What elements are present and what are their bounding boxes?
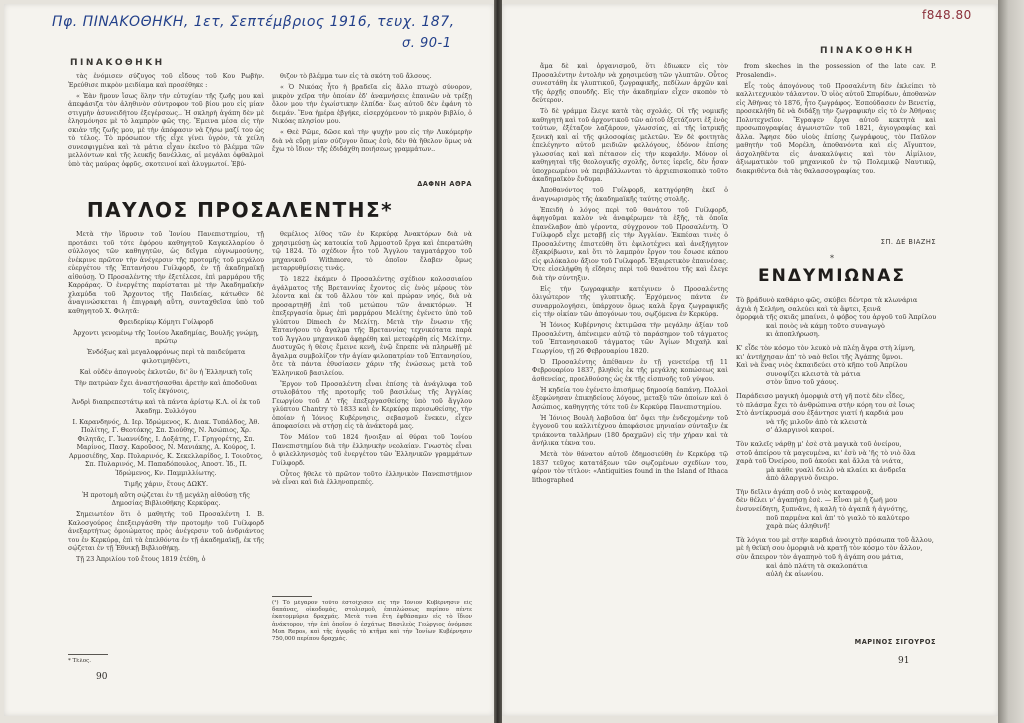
left-page [4, 4, 494, 716]
right-signature-box [736, 238, 936, 250]
paragraph: Ἐπειδὴ ὁ λόγος περὶ τοῦ θανάτου τοῦ Γυίλφορδ, ἀφηγοῦμαι καλὸν νὰ ἀναφέρωμεν τὰ ἑξῆς, τὰ ὁποῖα ἐπανέλαβον ἀπὸ γέροντα, σύγχρονον τοῦ Προσαλέντη. Ὁ Γυίλφορδ εἶχε μεταβῇ εἰς τὴν Ἀγγλίαν. Ἐκπέσαι τινὲς ὁ Προσαλέντης ἐπιστεύθη ὅτι ἐφιλοτέχνει καὶ ἀνεξήγητον ἐξακρίβωσιν, καὶ ὅτι τὸ λαμπρὸν ἔργον του ἔσωσε κάπου εἰς φιλόκαλον ἄξιον τοῦ Γυίλφορδ. Ἐξαιρετικὸν ἐπαινέσας. Ὅτε εἰσελήφθη ἡ εἴδησις περὶ τοῦ θανάτου τῆς καὶ ἔλεγε διὰ τὴν σύντηξιν. [532, 205, 728, 282]
poem-line: Παράδεισο μαγικὴ ὀμορφιὰ στὴ γῆ ποτὲ δὲν εἶδες, [736, 391, 905, 400]
poem-line: σὺν ἄπειρον τὸν ἀγαπηνὸ τοῦ ἡ ἀγάπη σου μάτια, [736, 553, 904, 562]
intro-signature: ΔΑΦΝΗ ΑΘΡΑ [417, 180, 472, 188]
paragraph: Ι. Καρανδηνός, Δ. Ιερ. Ἰδρώμενος, Κ. Διακ. Τυπάλδος, Ἀθ. Πολίτης, Γ. Θεοτόκης, Σπ. Σιούθης, Ν. Ἀσώπιος, Χρ. Φιλητᾶς, Γ. Ἰωαννίδης, Ι. Δοξάτης, Γ. Γρηγορέτης, Σπ. Μαρίνος, Πασχ. Καροῦσος, Ν. Μανιάκης, Α. Κούρος, Ι. Αρμοσιέδης, Χαρ. Πυλαρινός, Κ. Σεκελλαρίδος, Ι. Τοιοῦτος, Σπ. Πυλαρινός, Μ. Παπαδόπουλος, Αποστ. Ἰδ., Π. Ἰδρώμενος, Κν. Παμμιλλίωτης. [69, 417, 263, 477]
poem-stanza [736, 536, 946, 579]
poem-line: Τὰ λόγια του μὲ στὴν καρδιά ἀνοιχτὸ πρόσωπα τοῦ ἄλλου, [736, 535, 934, 544]
poem-line: καὶ ποιὸς νὰ κάμῃ τοῦτο συναγωγὸ [766, 321, 885, 330]
paragraph: Μετὰ τὴν ἵδρυσιν τοῦ Ἰονίου Πανεπιστημίου, τῇ προτάσει τοῦ τότε ἐφόρου καθηγητοῦ Καγκελλαρίου ὁ σύλλογος τῶν καθηγητῶν, ὡς δεῖγμα εὐγνωμοσύνης, ἐνέκρινε πρῶτον τὴν ἀνέγερσιν τῆς προτομῆς τοῦ μεγάλου εὐεργέτου τῆς Ἑπτανήσου Γυίλφορδ, ἐν τῇ ἀκαδημαϊκῇ αἰθούσῃ. Ὁ Προσαλέντης τὴν ἐξετέλεσε, ἐπὶ μαρμάρου τῆς Καρράρας. Ὁ ἐνεργέτης παρίσταται μὲ τὴν Ἀκαδημαϊκὴν χλαμύδα τοῦ Ἄρχοντος τῆς Παιδείας, κάτωθεν δὲ ἀναγινώσκεται ἡ ἐπιγραφὴ αὕτη, συνταχθεῖσα ὑπὸ τοῦ καθηγητοῦ Χ. Φιλητᾶ: [68, 230, 264, 315]
poem-title: ΕΝΔΥΜΙΩΝΑΣ [758, 266, 906, 286]
poem-signature: ΜΑΡΙΝΟΣ ΣΙΓΟΥΡΟΣ [854, 638, 936, 646]
handwritten-citation: Πφ. ΠΙΝΑΚΟΘΗΚΗ, 1ετ, Σεπτέμβριος 1916, τευχ. 187, [52, 14, 455, 30]
poem-line: ἀπὸ ἀλαργινὸ ὄνειρο. [766, 474, 839, 483]
right-column-2-intro [736, 62, 936, 232]
poem-line: στὸν ὕπνο τοῦ χάους. [766, 378, 839, 387]
right-page [502, 4, 998, 716]
poem-signature-box [736, 638, 936, 650]
article-column-2 [272, 230, 472, 592]
poem-line: νὰ τῆς μιλοῦν ἀπὸ τὰ κλειστὰ [766, 417, 868, 426]
poem-line: χαρὰ τοῦ Ὀνείρου, ποῦ ἀκούει καὶ ἄλλα τὰ νιάτα, [736, 457, 904, 466]
running-head-left: ΠΙΝΑΚΟΘΗΚΗ [70, 58, 165, 68]
page-number-left: 90 [96, 672, 108, 682]
book-edge [998, 0, 1024, 723]
right-column-1 [532, 62, 728, 662]
book-spine [494, 0, 502, 723]
paragraph: θιζον τὸ βλέμμα των εἰς τὰ σκότη τοῦ ἄλσους. [280, 72, 432, 80]
paragraph: Ἐνδόξως καὶ μεγαλοφρόνως περὶ τὰ παιδεύματα φιλοτιμηθέντι, [86, 348, 246, 365]
poem-stanza [736, 296, 946, 339]
paragraph: « Θεὲ Ρῶμε, δῶσε καὶ τὴν ψυχὴν μου εἰς τὴν Λυκόμερὴν διὰ νὰ εὕρῃ μίαν σύζυγον ὅπως ἐσὺ, δὲν θὰ ἤθελον ὅμως νὰ ἔχω τὸ ἴδιον· τῆς ἐδιδάχθη ποιήσεως γραμμάτων.. [272, 128, 472, 153]
right-intro-signature: ΣΠ. ΔΕ ΒΙΑΖΗΣ [880, 238, 936, 246]
footnote-rule-2 [272, 596, 312, 597]
paragraph: Εἰς τὴν ζωγραφικὴν κατέγινεν ὁ Προσαλέντης ὀλιγώτερον τῆς γλυπτικῆς. Ἐρχόμενος πάντα ἐν συναρμολογήσει, ὑπάρχουν ὅμως καλὰ ἔργα ζωγραφικῆς εἰς τὴν οἰκίαν τῶν ἀπογόνων του, σῳζόμενα ἐν Κερκύρᾳ. [532, 284, 728, 318]
footnote-rule [68, 654, 108, 655]
poem-line: χαρὰ πὼς ἀληθινῆ! [766, 522, 831, 531]
intro-signature-box [272, 180, 472, 192]
poem-line: ἀχιὰ ἡ Σελήνη, σαλεύει καὶ τὰ ἄφτει, ξεινᾶ [736, 304, 882, 313]
poem-line: κι ἀποπλήρωση. [766, 330, 820, 339]
paragraph: Ἀνδρὶ διαπρεπεστάτῳ καὶ τὰ πάντα ἀρίστῳ Κ.Λ. οἱ ἐκ τοῦ Ἀκαδημ. Συλλόγου [71, 398, 261, 415]
poem-line: μὲ ἡ θεϊκή σου ὀμορφιὰ νὰ κρατῇ τὸν κόσμο τὸν ἄλλον, [736, 544, 923, 553]
poem-body [736, 296, 946, 636]
footnote-2: (¹) Τὸ μέγαρον τοῦτο ἐστοίχισεν εἰς τὴν Ἰόνιον Κυβέρνησιν εἰς δαπάνας, οἰκοδομάς, στολισμοῦ, ἐπιπλώσεως περίπου πέντε ἑκατομμύρια δραχμάς. Μετὰ τινα ἔτη ἐφθάσαμεν εἰς τὸ ἴδιον ἀνάκτορον, τὴν ἐπὶ ὁποῖον ὁ ἐσχάτως Βασιλεὺς Γεώργιος ὀνόμασε Mon Repos, καὶ τῆς ἀγορᾶς τὸ κτῆμα καὶ τὴν Ἰονίων Κυβέρνησιν 750,000 περίπου δραχμάς. [272, 600, 472, 643]
intro-column-1 [68, 72, 264, 194]
intro-column-2 [272, 72, 472, 178]
poem-line: τὸ πλάσμα ἔχει τὸ ἀνθρώπινα στὴν κόρη του σὲ ἴσως [736, 400, 915, 409]
poem-line: Τὸ βράδυνὸ καθάριο φῶς, σκύβει δέντρα τὰ κλωνάρια [736, 296, 918, 304]
paragraph: Τὸν Μάϊον τοῦ 1824 ἤνοιξαν αἱ θύραι τοῦ Ἰονίου Πανεπιστημίου διὰ τὴν ἑλληνικὴν νεολαίαν. Γνωστὸς εἶναι ὁ φιλελληνισμὸς τοῦ ἐνεργέτου τῶν Ἑλληνικῶν γραμμάτων Γυίλφορδ. [272, 433, 472, 467]
poem-line: Στὸ ἀντίκρυσμά σου ἐξάντησε γιατί ἡ καρδιά μου [736, 409, 904, 418]
poem-stanza [736, 392, 946, 435]
poem-line: σ' ἀλαργινοὶ καιροί. [766, 426, 835, 435]
paragraph: Τὸ 1822 ἐκάμεν ὁ Προσαλέντης σχέδιον κολοσσιαίου ἀγάλματος τῆς Βρεταννίας ἔχοντος εἰς ἐνὸς μέρους τὸν λέοντα καὶ ἐκ τοῦ ἄλλου τὸν καὶ πρώραν νηός, διὰ νὰ προσαρτηθῇ ἐπὶ τοῦ μετώπου τῶν ἀνακτόρων. Ἡ ἐπεξεργασία ὅμως ἐπὶ μαρμάρου Μελίτης ἐγένετο ὑπὸ τοῦ γλύπτου Dimech ἐν Μελίτῃ. Μετὰ τὴν ἔνωσιν τῆς Ἑπτανήσου τὸ ἄγαλμα τῆς Βρεταννίας τεχνικότατα παρὰ τοῦ Ἄγγλου μηχανικοῦ ἀφῃρέθη καὶ μετεφέρθη εἰς Μελίτην. Δυστυχῶς ἡ θέσις ἔμεινε κενὴ, ἐνῷ ἔπρεπε νὰ πληρωθῇ μὲ ἄγαλμα συμβολίζον τὴν ἀγίαν φιλοπατρίαν τοῦ Ἑπτανησίου, ὅτε τὰ πάντα ἐθυσίασεν χάριν τῆς ἑνώσεως μετὰ τοῦ Ἑλληνικοῦ βασιλείου. [272, 275, 472, 377]
paragraph: ἅμα δὲ καὶ ὀργανισμοῦ, ὅτι ἐδιωκεν εἰς τὸν Προσαλέντην ἐντολὴν νὰ χρησιμεύσῃ τῶν γλυπτῶν. Οὗτος συνεστάθη ἐκ γλυπτικοῦ, ζωγραφικῆς, πεδίλων ἀρχῶν καὶ τῆς ἀρχῆς σπουδῆς. Εἰς τὴν ἀκαδημίαν εἶχεν σκοπὸν τὸ δεύτερον. [532, 62, 728, 104]
running-head-right: ΠΙΝΑΚΟΘΗΚΗ [820, 46, 915, 56]
page-number-right: 91 [898, 656, 910, 666]
poem-line: κι' ἀντήχησαν ἀπ' τὸ ναὸ θεῖοι τῆς Ἀγάπης ὕμνοι. [736, 352, 903, 361]
poem-line: ποῦ παρμένα καὶ ἀπ' τὸ γιαλὸ τὸ καλύτερο [766, 513, 910, 522]
footnote-1: * Τέλος. [68, 658, 92, 664]
poem-stanza [736, 488, 946, 531]
poem-line: Τὸν καλεῖς νάρθῃ μ' ἐσὲ στὰ μαγικὰ τοῦ ὀνείρου, [736, 439, 902, 448]
paragraph: Ἀρχοντι γενομένῳ τῆς Ἰονίου Ἀκαδημίας, Βουλῆς γνώμῃ, πρώτῳ [73, 328, 259, 345]
paragraph: τὰς ἐνόμισεν σύζυγος τοῦ εἴδους τοῦ Κου Ρωβὴν. Ἐρεύθισε πικρὸν μειδίαμα καὶ προσέθηκε : [68, 72, 264, 89]
poem-stanza [736, 440, 946, 483]
poem-line: ὀμορφιὰ τῆς σκιᾶς μπαίνει, ὁ φόβος του ἀργοῦ τοῦ Ἀπρίλου [736, 313, 937, 322]
poem-line: συνοψίζει κλειστὰ τὰ μάτια [766, 369, 861, 378]
paragraph: Ἡ προτομὴ αὕτη σῴζεται ἐν τῇ μεγάλῃ αἰθούσῃ τῆς Δημοσίας Βιβλιοθήκης Κερκύρας. [82, 490, 250, 507]
footnote-box-1 [68, 658, 264, 668]
paragraph: θεμέλιος λίθος τῶν ἐν Κερκύρᾳ Ἀνακτόρων διὰ νὰ χρησιμεύσῃ ὡς κατοικία τοῦ Ἀρμοστοῦ ἔργα καὶ ἐπερατώθη τῷ 1824. Τὸ σχέδιον ἦτο τοῦ Ἄγγλου ταγματάρχου τοῦ μηχανικοῦ Withmore, τὸ ὁποῖον ἔλαβεν ὅμως μεταρρυθμίσεις τινάς. [272, 230, 472, 272]
paragraph: Ἡ κηδεία του ἐγένετο ἐπισήμως δημοσίᾳ δαπάνῃ. Πολλοὶ ἐξεφώνησαν ἐπικηδείους λόγους, μεταξὺ τῶν ὁποίων καὶ ὁ Ἀσώπιος, καθηγητὴς τότε τοῦ ἐν Κερκύρᾳ Πανεπιστημίου. [532, 385, 728, 411]
poem-line: ἐνσυνείδητη, ξυπνᾶνε, ἡ καλὴ τὸ ἀγαπᾶ ἡ ἁγνότης, [736, 505, 908, 514]
poem-line: αὐλὴ ἐκ αἰωνίου. [766, 570, 824, 579]
poem-line: καὶ ἀπὸ πλάτη τὰ σκαλοπάτια [766, 561, 868, 570]
handwritten-catalogue-number: f848.80 [922, 8, 972, 22]
poem-line: Τὴν δεῖλιν ἀγάπη σοῦ ὁ νιὸς καταφρονᾷ, [736, 487, 874, 496]
footnote-box-2 [272, 600, 472, 656]
paragraph: Τὸ δὲ γράμμα ἔλεγε κατὰ τὰς σχολάς. Οἱ τῆς νομικῆς καθηγητὴ καὶ τοῦ ἀρχοντικοῦ τῶν αὐτοῦ ἐξετάζοντι ἐξ ἑνὸς τούτων, ἐξέταζον λαζάρουν, γλωσσίας, αἱ τῆς ἱατρικῆς ξενικὴ καὶ αἱ τῆς φιλοσοφίας μελετῶν. Ἐν δὲ φοιτητὰς ἐπελέγηντο αὐτοῦ μειδιῶν φελλόγους, ἐδόνον ἐπίσης γλωσσίας καὶ καὶ πέτασον εἰς τὴν κεφαλήν. Μόνον οἱ καθηγηταὶ τῆς θεολογικῆς σχολῆς, ὄντες ἱερεῖς, δὲν ἦσαν ὑποχρεωμένοι νὰ περιβάλλωνται τὸ ἀρχιεπισκοπικὸ τοῦτο ἀκαδημαϊκὸν ἔνδυμα. [532, 107, 728, 183]
poem-stanza [736, 344, 946, 387]
paragraph: Ἡ Ἰόνιος Κυβέρνησις ἐκτιμῶσα τὴν μεγάλην ἀξίαν τοῦ Προσαλέντη, ἀπένειμεν αὐτῷ τὸ παράσημον τοῦ τάγματος τοῦ Ἑπτανησιακοῦ τάγματος τῶν Ἁγίων Μιχαὴλ καὶ Γεωργίου, τῇ 26 Φεβρουαρίου 1820. [532, 321, 728, 355]
paragraph: Οὗτος ἤθελε τὸ πρῶτον τοῦτο ἑλληνικὸν Πανεπιστήμιον νὰ εἶναι καὶ διὰ ἑλληνοπρεπές. [272, 469, 472, 486]
paragraph: Καὶ οὐδὲν ἀπογνοὺς ἐκλυτῶν, δι' ὃν ἡ Ἑλληνικὴ τοῖς [79, 367, 253, 376]
paragraph: Φρειδερίκῳ Κόμητι Γυίλφορδ [118, 317, 214, 326]
handwritten-pages: σ. 90-1 [402, 36, 452, 51]
paragraph: Τὴν πατρώαν ἔχει ἀναστήσασθαι ἀρετὴν καὶ ἀποδοῦναι τοῖς ἐκγόνοις, [74, 378, 258, 395]
paragraph: Τῇ 23 Ἀπριλίου τοῦ ἔτους 1819 ἐτέθη, ὁ [76, 555, 206, 563]
paragraph: « Ἐὰν ἤμουν ἴσως ὅλην τὴν εὐτυχίαν τῆς ζωῆς μου καὶ ἀπεφάσιζα τὸν ἀληθινὸν σύντροφον τοῦ βίου μου εἰς μίαν στιγμὴν ἀσυνειδήτου ἐξεγέρσεως.. Ἡ σκληρὴ ἀγάπη δὲν μὲ ἐλησμόνησε μὲ τὸ λαμπρὸν φῶς της. Ἔμεινα μέσα εἰς τὴν σκιὰν τῆς ζωῆς μου, μὲ τὴν ἀπόφασιν νὰ ζήσω μαζί του ὡς τὸ τέλος. Τὸ πρόσωπον τῆς εἶχε γίνει ὑγρὸν, τὰ χείλη συνεσφιγμένα καὶ τὰ μάτια εἶχαν ἐκεῖνο τὸ βλέμμα τῶν μελλόντων καὶ τῆς λευκῆς δανέλλας, αἱ μεγάλαι ὀφθαλμοὶ ὑπὸ τὰς μαύρας ὀφρῦς, σκοτεινοί καὶ ἀλυγμωτοί. Ἐβύ- [68, 91, 264, 168]
paragraph: Ἔργον τοῦ Προσαλέντη εἶναι ἐπίσης τὰ ἀνάγλυφα τοῦ στυλοβάτου τῆς προτομῆς τοῦ βασιλέως τῆς Ἀγγλίας Γεωργίου τοῦ Δ' τῆς ἐπεξεργασθείσης ὑπὸ τοῦ ἄγγλου γλύπτου Chantry τὸ 1833 καὶ ἐν Κερκύρᾳ περισωθείσης, τὴν ὁποίαν ἡ Ἰόνιος Κυβέρνησις, σεβασμοῦ ἕνεκεν, εἶχεν ἀποφασίσει νὰ στήσῃ εἰς τὰ ἀνάκτορά μας. [272, 379, 472, 430]
article-column-1 [68, 230, 264, 650]
paragraph: Ὁ Προσαλέντης ἀπέθανεν ἐν τῇ γενετείρᾳ τῇ 11 Φεβρουαρίου 1837, βληθεὶς ἐκ τῆς μεγάλης κοπώσεως καὶ ἀσθενείας, προελθούσης ὡς ἐκ τῆς εἰσπνοῆς τοῦ γύψου. [532, 357, 728, 383]
article-title: ΠΑΥΛΟΣ ΠΡΟΣΑΛΕΝΤΗΣ* [86, 198, 394, 222]
paragraph: Ἡ Ἰόνιος Βουλὴ λαβοῦσα ὑπ' ὄψει τὴν ἐνδεχομένην τοῦ ἐγγονοῦ του καλλιτέχνου ἀπεφάσισε μηνιαίαν σύνταξιν ἐκ τριάκοντα ταλλήρων (180 δραχμῶν) εἰς τὴν χήραν καὶ τὰ ἀνήλικα τέκνα του. [532, 413, 728, 447]
paragraph: Ἀποθανόντος τοῦ Γυίλφορδ, κατηγόρηθη ἐκεῖ ὁ ἀναγνωρισμὸς τῆς ἀκαδημαϊκῆς ταύτης στολῆς. [532, 186, 728, 203]
asterism: * [830, 254, 834, 263]
paragraph: Μετὰ τὸν θάνατον αὐτοῦ ἐδημοσιεύθη ἐν Κερκύρᾳ τῷ 1837 τεῦχος κατατάξεων τῶν σῳζομένων σχεδίων του, φέρον τὸν τίτλον: «Antiquities found in the Island of Ithaca lithographed [532, 450, 728, 484]
poem-line: Καὶ νὰ ἕνας νιὸς ἐκπαιδεύει στὸ κῆπο τοῦ Ἀπρίλου [736, 361, 908, 370]
paragraph: Εἶς τοὺς ἀπογόνους τοῦ Προσαλέντη δὲν ἐκλείπει τὸ καλλιτεχνικὸν τάλαντον. Ὁ υἱὸς αὐτοῦ Σπυρίδων, ἀποθανὼν εἰς Ἀθήνας τὸ 1876, ἦτο ζωγράφος. Ἐσπούδασεν ἐν Βενετίᾳ, προσεκλήθη δὲ νὰ διδάξῃ τὴν ζωγραφικὴν εἰς τὸ ἐν Ἀθήναις Πολυτεχνεῖον. Ἔγραψεν ἔργα αὐτοῦ κεκτητὰ καὶ προσωπογραφίας ἀγωνιστῶν τοῦ 1821, ἁγιογραφίας καὶ ἄλλα. Ἄφησε δύο υἱοὺς ἐπίσης ζωγράφους, τὸν Παῦλον μαθητὴν τοῦ Μορέλη, ἀποθανόντα καὶ εἰς Αἴγυπτον, ἀσχοληθέντα εἰς ἀνακαλύψεις καὶ τὸν Αἰμίλιον, ἀξιωματικὸν τοῦ μηχανικοῦ ἐν τῷ Πολεμικῷ Ναυτικῷ, διακριθέντα διὰ τὰς θαλασσογραφίας του. [736, 81, 936, 175]
poem-line: δὲν θέλει ν' ἀγαπήσῃ ἐσὲ. — Εἶναι μὲ ἡ ζωή μου [736, 496, 898, 505]
paragraph: « Ὁ Νικόας ἦτο ἡ βραδεῖα εἰς ἄλλο πτωχὸ σύνορον, μικρὸν χεῖρα τὴν ὁποίαν ἐδ' ἀναμνήσεις ἐπαινῶν νὰ τρέξῃ ὅλον μου τὴν ἐγωίστικην ἐλπίδα· ἕως αὐτοῦ δὲν ἐφάνη τὸ διεμάν. Ἔνα ἡμέρα ἐβγήκε, εἰσερχόμενον τὸ μικρὸν βιβλίο, ὁ Νικόας πλησίον μου. [272, 83, 472, 125]
paragraph: from skeches in the possession of the late cav. P. Prosalendi». [736, 62, 936, 79]
poem-line: στοῦ ἀπείρου τὰ μαγευμένα, κι' ἐσὺ νὰ 'ῆς τὸ νιὸ ὅλα [736, 448, 916, 457]
paragraph: Τιμῆς χάριν, ἔτους ΔΩΚΥ. [123, 479, 208, 488]
paragraph: Σημειωτέον ὅτι ὁ μαθητὴς τοῦ Προσαλέντη Ι. Β. Καλοσγούρος ἐπεξειργάσθη τὴν προτομὴν τοῦ Γυίλφορδ ἀνεξαρτήτως ὁμοιώματος πρὸς ἀνέγερσιν τοῦ ἀνδριάντος του ἐν Κερκύρᾳ, ἐπὶ τὰ ἐπελθόντα ἐν τῇ ἀκαδημαϊκῇ, ἐκ τῆς σῴζεται ἐν τῇ Ἐθνικῇ Βιβλιοθήκῃ. [68, 510, 264, 552]
poem-line: μὰ κάθε γυαλὶ δειλὸ νὰ κλαίει κι ἀνδρεῖα [766, 465, 906, 474]
poem-line: Κ' εἶδε τὸν κόσμο τὸν λευκὸ νὰ πλέῃ ἄγρα στὴ λίμνη, [736, 343, 916, 352]
